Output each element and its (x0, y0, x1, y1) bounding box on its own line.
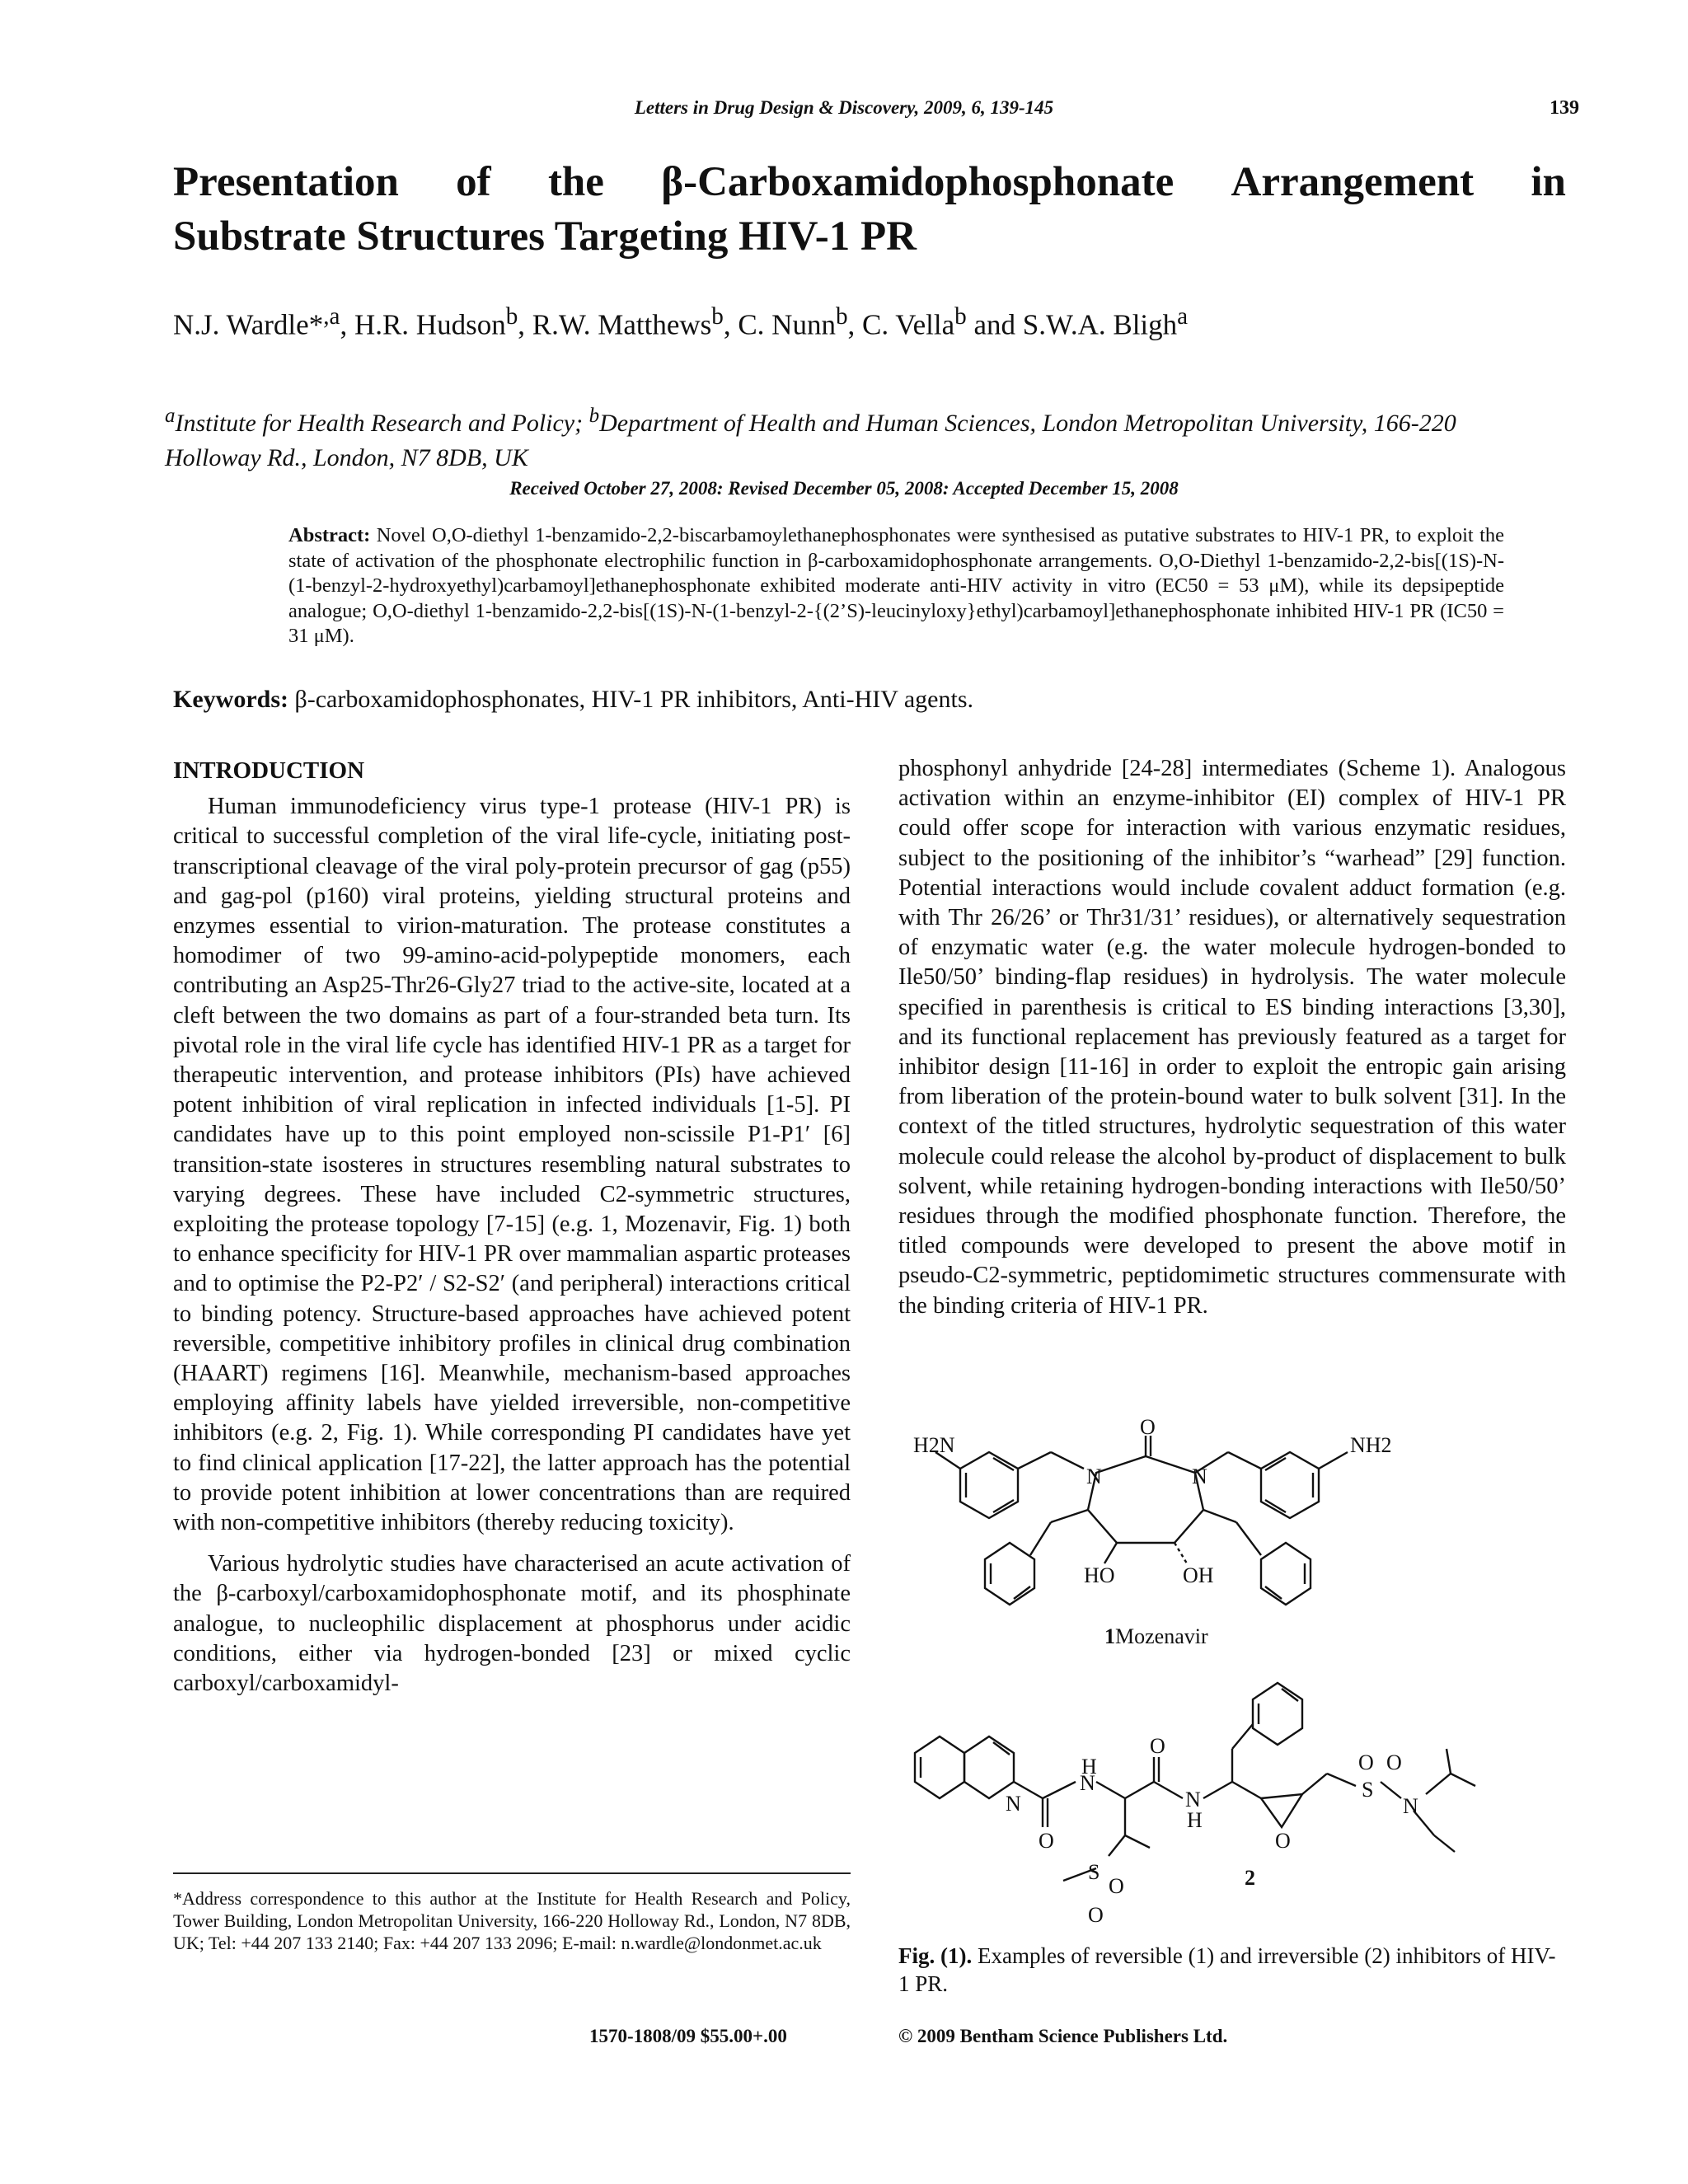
atom-label: N (1006, 1792, 1021, 1816)
atom-label: O (1386, 1750, 1402, 1774)
author-name: N.J. Wardle* (173, 308, 324, 341)
title-word: Presentation (173, 159, 399, 205)
atom-label: O (1275, 1829, 1291, 1853)
bond (1319, 1452, 1348, 1469)
atom-label: N (1185, 1788, 1201, 1811)
chemical-structures (898, 1419, 1566, 1971)
atom-label: O (1150, 1734, 1165, 1758)
compound-2-labels (1006, 1734, 1418, 1927)
title-word: in (1531, 159, 1566, 205)
author-sup: a (1177, 303, 1189, 330)
bond (1232, 1724, 1253, 1749)
atom-label: H (1187, 1808, 1203, 1832)
atom-label: N (1080, 1771, 1095, 1795)
bond (1030, 1522, 1051, 1555)
caption-text: Examples of reversible (1) and irreversible (2) inhibitors of HIV-1 PR. (898, 1943, 1556, 1996)
bond (1203, 1782, 1232, 1798)
benzene-ring (960, 1452, 1018, 1518)
bond (1051, 1510, 1088, 1522)
affil-a: Institute for Health Research and Policy; (175, 410, 589, 437)
paper-title (173, 155, 1566, 264)
compound-2-structure (915, 1683, 1475, 1881)
affil-b: Department of Health and Human Sciences, London Metropolitan University, 166-220 Holloway Rd., London, N7 8DB, UK (165, 410, 1456, 471)
abstract-text: Novel O,O-diethyl 1-benzamido-2,2-biscarbamoylethanephosphonates were synthesised as putative substrates to HIV-1 PR, to exploit the state of activation of the phosphonate electrophilic function in β-carboxamidophosphonate arrangements. O,O-Diethyl 1-benzamido-2,2-bis[(1S)-N-(1-benzyl-2-hydroxyethyl)carbamoyl]ethanephosphonate exhibited moderate anti-HIV activity in vitro (EC50 = 53 μM), while its depsipeptide analogue; O,O-diethyl 1-benzamido-2,2-bis[(1S)-N-(1-benzyl-2-{(2’S)-leucinyloxy}ethyl)carbamoyl]ethanephosphonate inhibited HIV-1 PR (IC50 = 31 μM). (288, 524, 1505, 647)
title-word: the (547, 159, 604, 205)
bond (1426, 1774, 1451, 1794)
atom-label: N (1403, 1794, 1418, 1818)
figure-caption (898, 1942, 1566, 1998)
affil-sup: a (165, 405, 176, 427)
abstract (288, 523, 1504, 649)
bond (1104, 1543, 1117, 1563)
copyright: © 2009 Bentham Science Publishers Ltd. (898, 2026, 1228, 2046)
bond (1236, 1522, 1261, 1555)
title-word: of (456, 159, 491, 205)
affil-sup: b (588, 405, 600, 427)
bond (1203, 1510, 1236, 1522)
author-sup: b (711, 303, 724, 330)
atom-label: H (1081, 1755, 1097, 1779)
atom-label: HO (1084, 1563, 1115, 1587)
author-name: R.W. Matthews (532, 308, 712, 341)
author-name: H.R. Hudson (354, 308, 506, 341)
intro-paragraph: phosphonyl anhydride [24-28] intermediates (Scheme 1). Analogous activation within an enzyme-inhibitor (EI) complex of HIV-1 PR could offer scope for interaction with various enzymatic residues, subject to the positioning of the inhibitor’s “warhead” [29] function. Potential interactions would include covalent adduct formation (e.g. with Thr 26/26’ or Thr31/31’ residues), or alternatively sequestration of enzymatic water (e.g. the water molecule hydrogen-bonded to Ile50/50’ binding-flap residues) in hydrolysis. The water molecule specified in parenthesis is critical to ES binding interactions [3,30], and its functional replacement has previously featured as a target for inhibitor design [11-16] in order to exploit the entropic gain arising from liberation of the protein-bound water to bulk solvent [31]. In the context of the titled structures, hydrolytic sequestration of this water molecule could release the alcohol by-product of displacement to bulk solvent, while retaining hydrogen-bonding interactions with Ile50/50’ residues through the modified phosphonate function. Therefore, the titled compounds were developed to present the above motif in pseudo-C2-symmetric, peptidomimetic structures commensurate with the binding criteria of HIV-1 PR. (898, 756, 1566, 1319)
benzene-ring (1261, 1543, 1311, 1605)
bond (1154, 1782, 1183, 1798)
author-name: S.W.A. Bligh (1022, 308, 1178, 341)
atom-label: O (1088, 1903, 1104, 1927)
title-line-1 (173, 155, 1566, 209)
author-list: N.J. Wardle*$^{,a}$, H.R. Hudson$^b$, R.W. Matthews$^b$, C. Nunn$^b$, C. Vella$^b$ and S.W.A. Bligh$^a$ (173, 303, 1189, 341)
intro-paragraph: Various hydrolytic studies have characterised an acute activation of the β-carboxyl/carboxamidophosphonate motif, and its phosphinate analogue, to nucleophilic displacement at phosphorus under acidic conditions, either via hydrogen-bonded [23] or mixed cyclic carboxyl/carboxamidyl- (173, 1551, 851, 1697)
abstract-label: Abstract: (288, 524, 371, 546)
title-line-2: Substrate Structures Targeting HIV-1 PR (173, 213, 917, 260)
title-word: β-Carboxamidophosphonate (661, 159, 1175, 205)
correspondence-footnote: *Address correspondence to this author at the Institute for Health Research and Policy, Tower Building, London Metropolitan University, 166-220 Holloway Rd., London, N7 8DB, UK; Tel: +44 207 133 2140; Fax: +44 207 133 2096; E-mail: n.wardle@londonmet.ac.uk (173, 1888, 851, 1953)
keywords (173, 686, 973, 714)
atom-label: S (1362, 1778, 1374, 1802)
benzene-ring (915, 1736, 964, 1798)
atom-label: O (1109, 1874, 1124, 1898)
intro-paragraph: Human immunodeficiency virus type-1 protease (HIV-1 PR) is critical to successful completion of the viral life-cycle, initiating post-transcriptional cleavage of the viral poly-protein precursor of gag (p55) and gag-pol (p160) viral proteins, yielding structural proteins and enzymes essential to virion-maturation. The protease constitutes a homodimer of two 99-amino-acid-polypeptide monomers, each contributing an Asp25-Thr26-Gly27 triad to the active-site, located at a cleft between the two domains as part of a four-stranded beta turn. Its pivotal role in the viral life cycle has identified HIV-1 PR as a target for therapeutic intervention, and protease inhibitors (PIs) have achieved potent inhibition of viral replication in infected individuals [1-5]. PI candidates have up to this point employed non-scissile P1-P1′ [6] transition-state isosteres in structures resembling natural substrates to varying degrees. These have included C2-symmetric structures, exploiting the protease topology [7-15] (e.g. 1, Mozenavir, Fig. 1) both to enhance specificity for HIV-1 PR over mammalian aspartic proteases and to optimise the P2-P2′ / S2-S2′ (and peripheral) interactions critical to binding potency. Structure-based approaches have achieved potent reversible, competitive inhibitory profiles in clinical drug combination (HAART) regimens [16]. Meanwhile, mechanism-based approaches employing affinity labels have yielded irreversible, non-competitive inhibitors (e.g. 2, Fig. 1). While corresponding PI candidates have yet to find clinical application [17-22], the latter approach has the potential to provide potent inhibition at lower concentrations than are required with non-competitive inhibitors (thereby reducing toxicity). (173, 794, 851, 1536)
bond (1051, 1452, 1084, 1469)
bond (1434, 1835, 1455, 1852)
bond (1018, 1452, 1051, 1469)
author-name: C. Vella (862, 308, 955, 341)
atom-label: N (1192, 1465, 1207, 1488)
title-word: Arrangement (1231, 159, 1475, 205)
figure-1 (898, 1419, 1566, 1971)
author-sup: b (835, 303, 848, 330)
bond (1125, 1782, 1154, 1798)
compound-number: 2 (1245, 1866, 1255, 1890)
diazepanone-ring (1088, 1456, 1203, 1543)
author-sup: b (505, 303, 518, 330)
bond (1232, 1782, 1261, 1798)
atom-label: O (1039, 1829, 1054, 1853)
epoxide-ring (1261, 1794, 1302, 1827)
atom-label: OH (1183, 1563, 1214, 1587)
caption-label: Fig. (1). (898, 1943, 973, 1968)
benzene-ring (985, 1543, 1034, 1605)
author-name: C. Nunn (738, 308, 836, 341)
footnote-rule (173, 1872, 851, 1874)
pyridine-ring (964, 1736, 1014, 1798)
atom-label: O (1358, 1750, 1374, 1774)
section-heading: INTRODUCTION (173, 757, 365, 784)
bond (1228, 1452, 1261, 1469)
atom-label: H2N (913, 1433, 955, 1457)
keywords-text: β-carboxamidophosphonates, HIV-1 PR inhibitors, Anti-HIV agents. (288, 686, 974, 713)
bond (1327, 1774, 1356, 1786)
bond (1175, 1543, 1187, 1563)
compound-name: Mozenavir (1115, 1624, 1208, 1648)
bond (1043, 1782, 1076, 1798)
atom-label: N (1086, 1465, 1102, 1488)
author-sup: b (954, 303, 967, 330)
received-dates: Received October 27, 2008: Revised December 05, 2008: Accepted December 15, 2008 (509, 478, 1179, 499)
bond (1125, 1835, 1150, 1848)
running-head: Letters in Drug Design & Discovery, 2009, 6, 139-145 (634, 97, 1054, 118)
mozenavir-structure (935, 1436, 1348, 1605)
affiliations (165, 399, 1500, 476)
page-number: 139 (1550, 97, 1579, 119)
bond (1109, 1835, 1125, 1856)
bond (1451, 1774, 1475, 1786)
bond (1381, 1782, 1401, 1798)
compound-number: 1 (1104, 1624, 1115, 1648)
atom-label: S (1088, 1860, 1100, 1884)
author-sup: ,a (323, 303, 340, 330)
bond (1447, 1749, 1451, 1774)
benzene-ring (1261, 1452, 1319, 1518)
left-column (173, 754, 851, 1699)
bond (1096, 1782, 1125, 1798)
atom-label: O (1140, 1419, 1156, 1439)
bond (1302, 1774, 1327, 1794)
issn-price: 1570-1808/09 $55.00+.00 (589, 2026, 787, 2046)
benzene-ring (1253, 1683, 1302, 1745)
atom-label: NH2 (1350, 1433, 1392, 1457)
keywords-label: Keywords: (173, 686, 288, 713)
right-column (898, 754, 1566, 1321)
